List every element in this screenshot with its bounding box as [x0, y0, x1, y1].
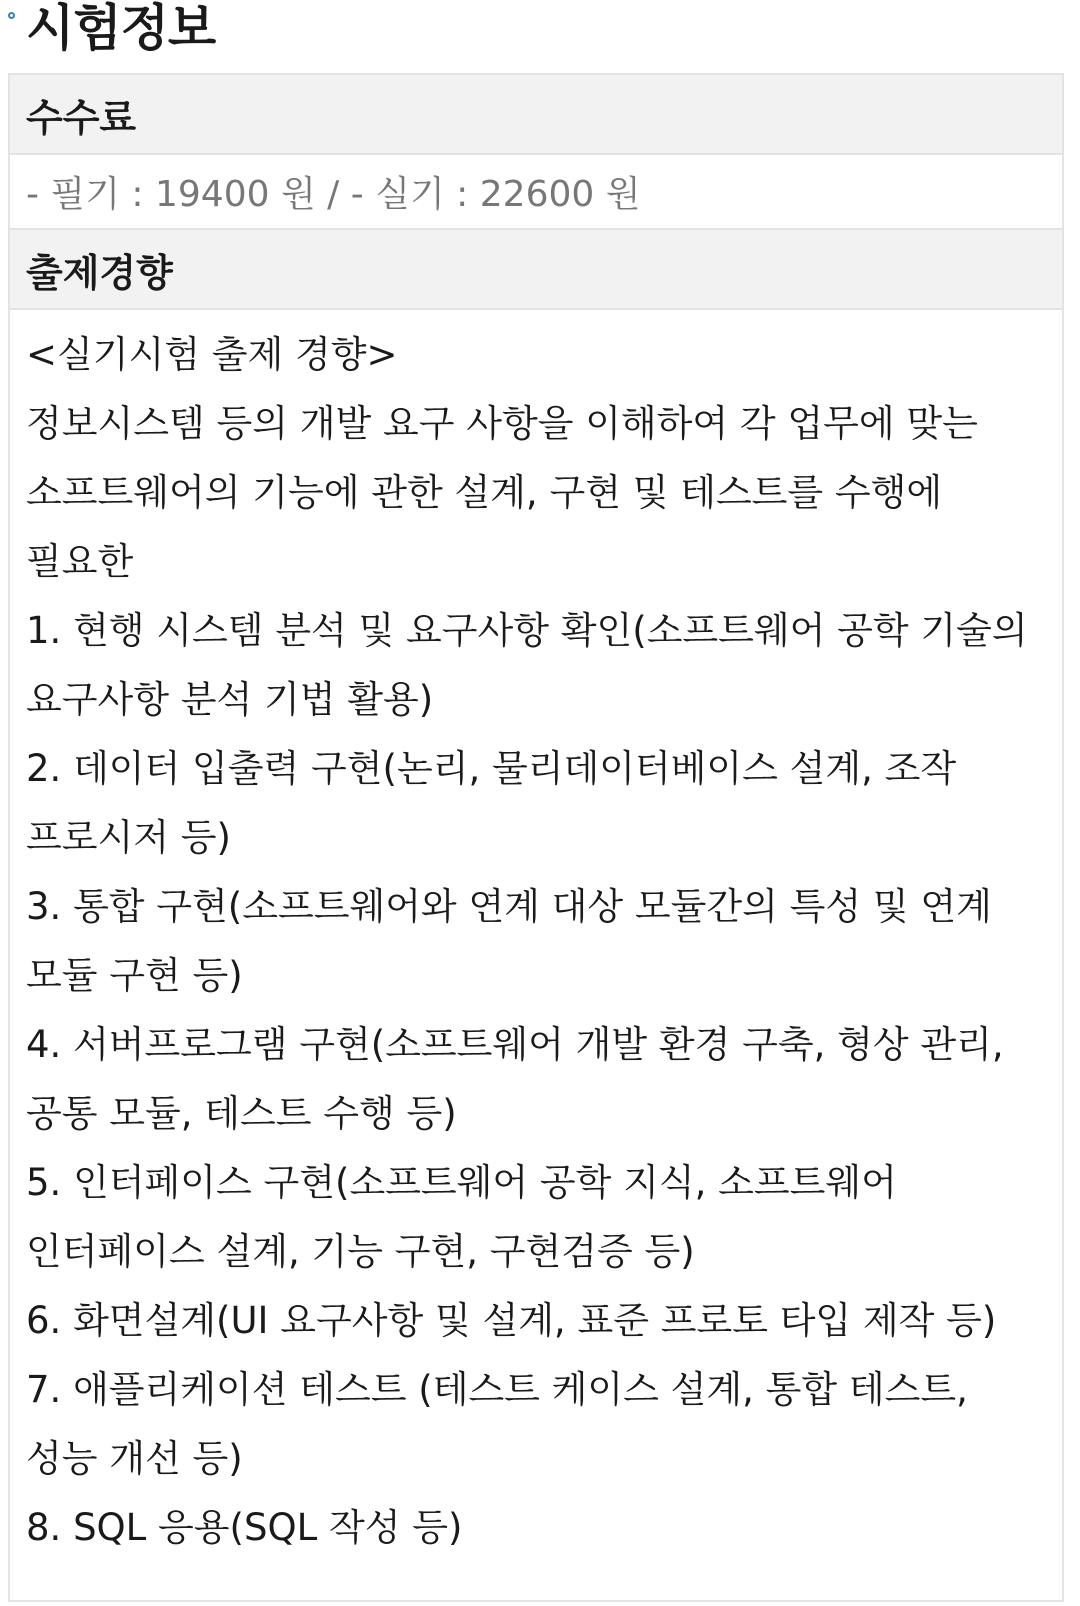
circle-bullet-icon — [8, 12, 15, 19]
trend-header: 출제경향 — [10, 230, 1062, 310]
trend-line: 1. 현행 시스템 분석 및 요구사항 확인(소프트웨어 공학 기술의 요구사항 분석 기법 활용) — [26, 609, 1040, 721]
trend-line: 2. 데이터 입출력 구현(논리, 물리데이터베이스 설계, 조작 프로시저 등) — [26, 747, 968, 859]
fee-value: - 필기 : 19400 원 / - 실기 : 22600 원 — [10, 155, 1062, 230]
page-title: 시험정보 — [26, 0, 216, 57]
trend-line: 5. 인터페이스 구현(소프트웨어 공학 지식, 소프트웨어 인터페이스 설계, 기능 구현, 구현검증 등) — [26, 1161, 909, 1273]
trend-line: <실기시험 출제 경향> — [26, 333, 398, 376]
trend-body — [10, 310, 1062, 1600]
exam-info-table — [8, 73, 1064, 1602]
trend-line: 7. 애플리케이션 테스트 (테스트 케이스 설계, 통합 테스트, 성능 개선 등) — [26, 1368, 980, 1480]
trend-line: 3. 통합 구현(소프트웨어와 연계 대상 모듈간의 특성 및 연계 모듈 구현 등) — [26, 885, 1004, 997]
trend-line: 정보시스템 등의 개발 요구 사항을 이해하여 각 업무에 맞는 소프트웨어의 기능에 관한 설계, 구현 및 테스트를 수행에 필요한 — [26, 402, 990, 583]
trend-line: 4. 서버프로그램 구현(소프트웨어 개발 환경 구축, 형상 관리, 공통 모듈, 테스트 수행 등) — [26, 1023, 1016, 1135]
fee-header: 수수료 — [10, 75, 1062, 155]
trend-line: 8. SQL 응용(SQL 작성 등) — [26, 1506, 463, 1549]
trend-line: 6. 화면설계(UI 요구사항 및 설계, 표준 프로토 타입 제작 등) — [26, 1299, 997, 1342]
